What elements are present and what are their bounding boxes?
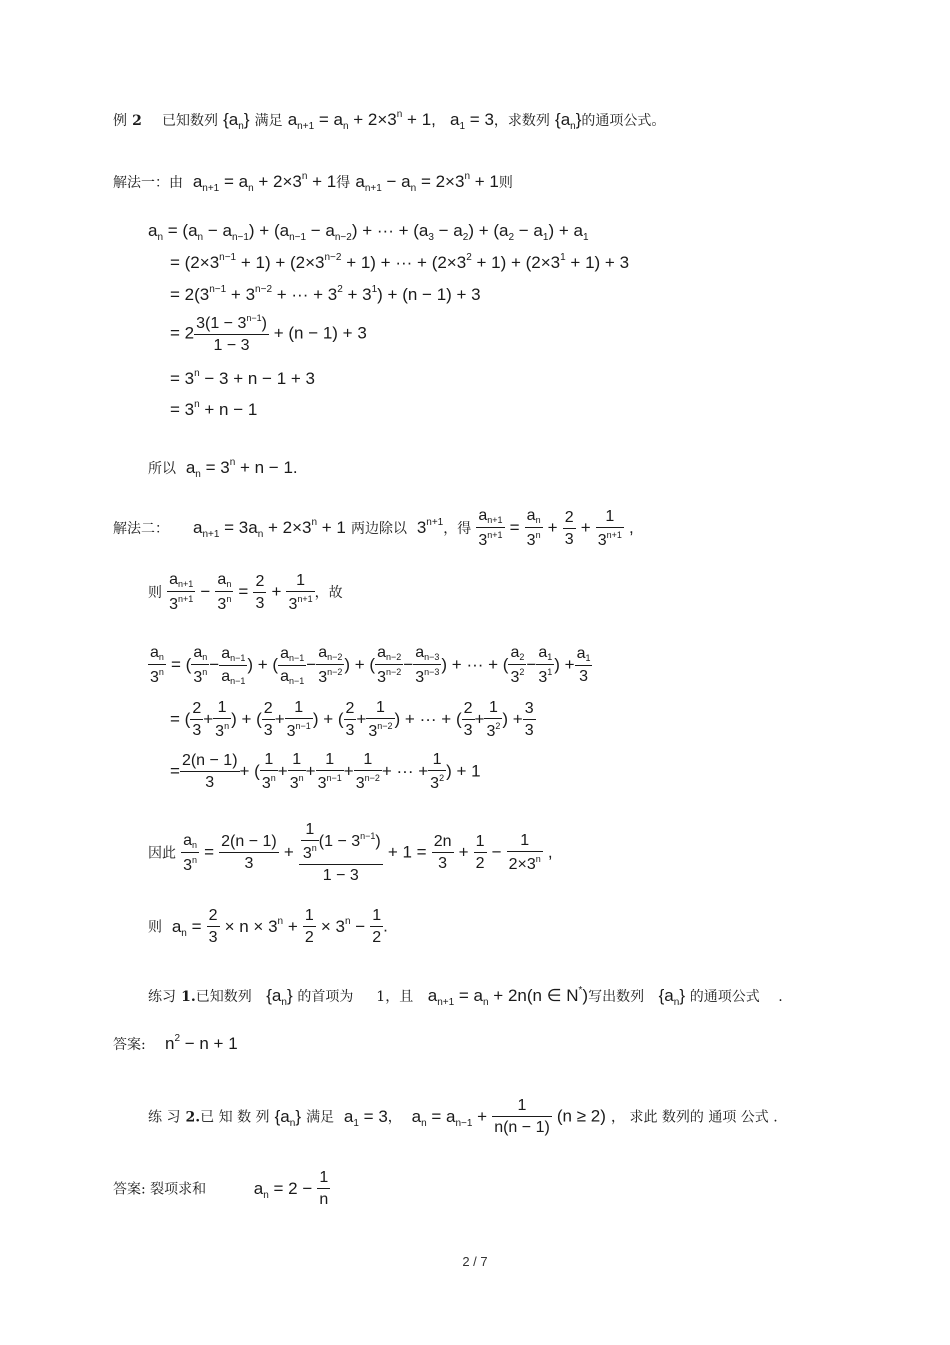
formula: $a_n = a_{n-1}$ + [406, 1106, 488, 1129]
fraction: $\frac{1}{2}$ [475, 833, 485, 872]
formula: $\{a_n\}$ [274, 1106, 302, 1129]
exercise-label: 练习 [148, 989, 176, 1005]
fraction: $\frac{a_{n+1}}{3^{n+1}}$ [169, 571, 194, 613]
method1-step-2: = $(2\times 3^{n-1} + 1) + (2\times 3^{n-2} + 1)$ + ··· + $(2\times 3^2 + 1) + (2\times 3^1 + 1) + 3$ [170, 252, 630, 272]
fraction: $\frac{1}{3^{n+1}}$ [288, 571, 313, 613]
formula: $a_{n+1} = a_n + 2\times 3^n + 1$, $a_1 = 3$ [287, 109, 494, 132]
fraction: $\frac{1}{n(n - 1)}$ [494, 1097, 550, 1136]
method2-step-2: = ( $\frac{2}{3}$ + $\frac{1}{3^n}$ ) + ( $\frac{2}{3}$ + $\frac{1}{3^{n-1}}$ ) + ( $\frac{2}{3}$ + $\frac{1}{3^{n-2}}$ ) + ··· + ( $\frac{2}{3}$ + $\frac{1}{3^2}$ ) + $\frac{3}{3}$ [170, 699, 534, 740]
formula: $a_{n+1} - a_n = 2\times 3^n + 1$ [355, 171, 499, 194]
formula: $3^{n+1}$ [412, 517, 444, 537]
fraction: $\frac{3(1 - 3^{n-1})}{1 - 3}$ [196, 313, 267, 354]
exercise-2: 练 习 2.已 知 数 列 $\{a_n\}$ 满足 $a_1 = 3$， $a_n = a_{n-1}$ + $\frac{1}{n(n - 1)}$ (n ≥ 2) ， 求此 数列的 通项 公式 . [148, 1097, 778, 1136]
example-2-line: 例 2 已知数列 $\{a_n\}$ 满足 $a_{n+1} = a_n + 2\times 3^n + 1$, $a_1 = 3$，求数列 $\{a_n\}$的通项公式。 [113, 109, 666, 132]
method1-step-6: = $3^n + n - 1$ [170, 399, 258, 419]
method2-label: 解法二： [113, 521, 169, 537]
fraction: $\frac{1}{3^2}$ [430, 751, 445, 792]
fraction: $\frac{2}{3}$ [192, 700, 202, 739]
method1-conclusion: 所以 $a_n = 3^n + n - 1$. [148, 457, 298, 480]
page-number: 2 / 7 [462, 1254, 488, 1269]
method2-final: 则 $a_n$ = $\frac{2}{3}$ × $n \times 3^n$ + $\frac{1}{2}$ × $3^n$ − $\frac{1}{2}$ . [148, 907, 388, 946]
exercise-label: 练 习 [148, 1109, 181, 1126]
fraction: $\frac{1}{n}$ [319, 1169, 329, 1208]
method2-intro: 解法二： $a_{n+1} = 3a_n + 2\times 3^n + 1$ 两边除以 $3^{n+1}$，得 $\frac{a_{n+1}}{3^{n+1}}$ = $\frac{a_n}{3^n}$ + $\frac{2}{3}$ + $\frac{1}{3^{n+1}}$ , [113, 507, 634, 549]
fraction: $\frac{a_{n-1}}{a_{n-1}}$ [221, 644, 246, 686]
fraction: $\frac{1}{3^{n-2}}$ [355, 751, 380, 792]
fraction: $\frac{a_{n+1}}{3^{n+1}}$ [478, 507, 503, 549]
example-text: 已知数列 [162, 113, 219, 129]
fraction: $\frac{1}{3^2}$ [486, 699, 501, 740]
fraction: $\frac{2}{3}$ [255, 572, 265, 612]
fraction: $\frac{2n}{3}$ [433, 833, 452, 872]
method1-label: 解法一：由 [113, 175, 183, 191]
answer-label: 答案: 裂项求和 [113, 1181, 207, 1198]
fraction: $\frac{2}{3}$ [564, 508, 574, 548]
fraction: $\frac{a_n}{3^n}$ [217, 571, 232, 613]
fraction: $\frac{1}{3^{n+1}}$ [597, 507, 622, 549]
fraction: $\frac{1}{2\times 3^n}$ [508, 832, 541, 873]
fraction: $\frac{1}{3^n}$ $(1 - 3^{n-1})$ 1 − 3 [299, 822, 383, 884]
example-label: 例 [113, 113, 127, 129]
fraction: $\frac{2}{3}$ [208, 907, 218, 946]
method1-step-5: = $3^n - 3 + n - 1 + 3$ [170, 368, 315, 388]
formula: $a_{n+1} = a_n + 2\times 3^n + 1$ [188, 171, 337, 194]
fraction: $\frac{2}{3}$ [263, 700, 273, 739]
method1-intro: 解法一：由 $a_{n+1} = a_n + 2\times 3^n + 1$得 $a_{n+1} - a_n = 2\times 3^n + 1$则 [113, 171, 513, 194]
fraction: $\frac{1}{3^n}$ [289, 751, 304, 792]
method1-step-4: = 2 $\frac{3(1 - 3^{n-1})}{1 - 3}$ + (n − 1) + 3 [170, 313, 367, 354]
fraction: $\frac{1}{3^{n-1}}$ [286, 699, 311, 740]
method2-result: 因此 $\frac{a_n}{3^n}$ = $\frac{2(n - 1)}{3}$ + $\frac{1}{3^n}$ $(1 - 3^{n-1})$ 1 − 3 + 1 = $\frac{2n}{3}$ + $\frac{1}{2}$ − $\frac{1}{2\times 3^n}$ , [148, 821, 553, 884]
fraction: $\frac{a_{n-2}}{3^{n-2}}$ [318, 644, 343, 686]
method1-step-3: = $2(3^{n-1} + 3^{n-2}$ + ··· + $3^2 + 3^1) + (n - 1) + 3$ [170, 284, 481, 304]
answer-label: 答案: [113, 1037, 146, 1053]
method1-step-1: $a_n = (a_n - a_{n-1}) + (a_{n-1} - a_{n-2})$ + ··· + $(a_3 - a_2) + (a_2 - a_1) + a_1$ [148, 221, 589, 243]
method2-step-3: = $\frac{2(n - 1)}{3}$ + ( $\frac{1}{3^n}$ + $\frac{1}{3^n}$ + $\frac{1}{3^{n-1}}$ + $\frac{1}{3^{n-2}}$ + ··· + $\frac{1}{3^2}$ ) + 1 [170, 751, 481, 792]
fraction: $\frac{1}{2}$ [372, 907, 382, 946]
formula: $\{a_n\}$ [223, 110, 250, 132]
exercise-1-answer [113, 1034, 238, 1052]
fraction: $\frac{a_n}{3^n}$ [183, 831, 198, 874]
formula: $a_n = 3^n + n - 1$. [181, 457, 298, 480]
fraction: $\frac{1}{2}$ [304, 907, 314, 946]
fraction: $\frac{a_{n-3}}{3^{n-3}}$ [415, 644, 440, 686]
method2-step-1: $\frac{a_n}{3^n}$ = ( $\frac{a_n}{3^n}$ − $\frac{a_{n-1}}{a_{n-1}}$ ) + ( $\frac{a_{n-1}}{a_{n-1}}$ − $\frac{a_{n-2}}{3^{n-2}}$ ) + ( $\frac{a_{n-2}}{3^{n-2}}$ − $\frac{a_{n-3}}{3^{n-3}}$ ) + ··· + ( $\frac{a_2}{3^2}$ − $\frac{a_1}{3^1}$ ) + $\frac{a_1}{3}$ [150, 644, 591, 686]
method2-step-diff: 则 $\frac{a_{n+1}}{3^{n+1}}$ − $\frac{a_n}{3^n}$ = $\frac{2}{3}$ + $\frac{1}{3^{n+1}}$ ，故 [148, 571, 343, 613]
fraction: $\frac{1}{3^{n-2}}$ [368, 699, 393, 740]
exercise-1: 练习 1.已知数列 $\{a_n\}$ 的首项为 1，且 $a_{n+1} = a_n + 2n(n$ ∈ N*)写出数列 $\{a_n\}$ 的通项公式 . [148, 985, 783, 1008]
fraction: $\frac{a_n}{3^n}$ [193, 644, 208, 686]
formula: $a_{n+1} = a_n + 2n(n$ ∈ N*) [418, 985, 589, 1008]
fraction: $\frac{a_{n-2}}{3^{n-2}}$ [377, 644, 402, 686]
formula: $a_{n+1} = 3a_n + 2\times 3^n + 1$ [174, 517, 346, 540]
fraction: $\frac{1}{3^n}$ [261, 751, 276, 792]
fraction: $\frac{a_n}{3^n}$ [150, 644, 164, 686]
formula: $a_n = 2$ − [211, 1178, 313, 1201]
example-number: 2 [132, 113, 142, 129]
fraction: $\frac{2(n - 1)}{3}$ [181, 752, 238, 791]
fraction: $\frac{a_1}{3}$ [576, 645, 591, 685]
exercise-2-answer [113, 1170, 330, 1208]
fraction: $\frac{2}{3}$ [463, 700, 473, 739]
formula: $\{a_n\}$ [555, 110, 582, 132]
fraction: $\frac{a_{n-1}}{a_{n-1}}$ [280, 644, 305, 686]
fraction: $\frac{1}{3^n}$ [215, 699, 230, 740]
fraction: $\frac{a_2}{3^2}$ [510, 644, 525, 686]
fraction: $\frac{2(n - 1)}{3}$ [221, 833, 277, 872]
fraction: $\frac{3}{3}$ [524, 700, 534, 739]
formula: $a_1 = 3$ [339, 1106, 388, 1129]
formula: $\{a_n\}$ [256, 986, 298, 1008]
fraction: $\frac{a_1}{3^1}$ [538, 644, 553, 686]
fraction: $\frac{2}{3}$ [345, 700, 355, 739]
formula: $\{a_n\}$ [649, 986, 690, 1008]
fraction: $\frac{a_n}{3^n}$ [526, 507, 541, 549]
formula: $n^2 - n + 1$ [150, 1033, 238, 1053]
fraction: $\frac{1}{3^{n-1}}$ [317, 751, 342, 792]
